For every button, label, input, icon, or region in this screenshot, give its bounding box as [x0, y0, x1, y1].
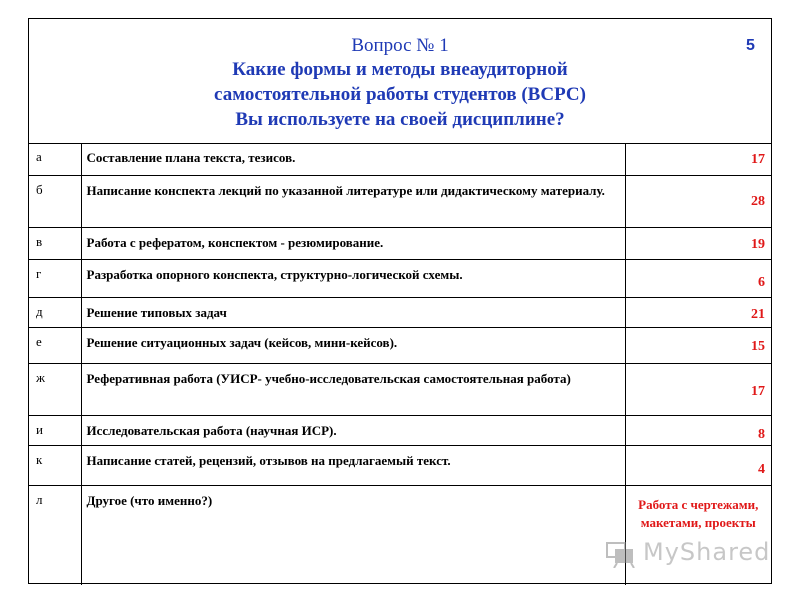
- question-text-line-2: самостоятельной работы студентов (ВСРС): [214, 84, 586, 105]
- row-letter: а: [29, 143, 81, 175]
- row-count: 4: [758, 461, 765, 477]
- row-letter: л: [29, 485, 81, 585]
- answers-table: [29, 143, 771, 585]
- question-text-line-1: Какие формы и методы внеаудиторной: [232, 59, 568, 80]
- slide-number: 5: [746, 37, 755, 54]
- row-text: Работа с рефератом, конспектом - резюмирование.: [81, 227, 625, 259]
- row-count: 28: [751, 193, 765, 209]
- table-row: [29, 259, 771, 297]
- table-row: [29, 485, 771, 585]
- presentation-icon: [605, 540, 635, 568]
- table-row: [29, 175, 771, 227]
- row-letter: е: [29, 327, 81, 363]
- table-row: [29, 143, 771, 175]
- row-letter: ж: [29, 363, 81, 415]
- row-count: 19: [751, 236, 765, 252]
- table-row: [29, 445, 771, 485]
- question-header: [29, 19, 771, 144]
- row-letter: г: [29, 259, 81, 297]
- survey-slide: [28, 18, 772, 584]
- row-count: 17: [751, 152, 765, 167]
- row-letter: б: [29, 175, 81, 227]
- row-letter: и: [29, 415, 81, 445]
- row-letter: к: [29, 445, 81, 485]
- row-text: Другое (что именно?): [81, 485, 625, 585]
- table-row: [29, 297, 771, 327]
- table-row: [29, 227, 771, 259]
- row-text: Написание конспекта лекций по указанной литературе или дидактическому материалу.: [81, 175, 625, 227]
- question-number: Вопрос № 1: [351, 35, 449, 56]
- other-answer-note: Работа с чертежами, макетами, проекты: [638, 496, 759, 530]
- row-text: Исследовательская работа (научная ИСР).: [81, 415, 625, 445]
- row-text: Разработка опорного конспекта, структурно-логической схемы.: [81, 259, 625, 297]
- table-row: [29, 327, 771, 363]
- row-text: Составление плана текста, тезисов.: [81, 143, 625, 175]
- watermark-text: MyShared: [643, 538, 771, 566]
- row-count: 21: [751, 306, 765, 322]
- watermark: [605, 538, 770, 570]
- row-count: 8: [758, 426, 765, 442]
- row-text: Решение ситуационных задач (кейсов, мини-кейсов).: [81, 327, 625, 363]
- question-text-line-3: Вы используете на своей дисциплине?: [235, 109, 565, 130]
- row-count: 6: [758, 274, 765, 290]
- row-text: Решение типовых задач: [81, 297, 625, 327]
- row-text: Реферативная работа (УИСР- учебно-исследовательская самостоятельная работа): [81, 363, 625, 415]
- table-row: [29, 415, 771, 445]
- row-letter: д: [29, 297, 81, 327]
- row-count: 15: [751, 338, 765, 354]
- row-text: Написание статей, рецензий, отзывов на предлагаемый текст.: [81, 445, 625, 485]
- row-count: 17: [751, 383, 765, 399]
- row-letter: в: [29, 227, 81, 259]
- table-row: [29, 363, 771, 415]
